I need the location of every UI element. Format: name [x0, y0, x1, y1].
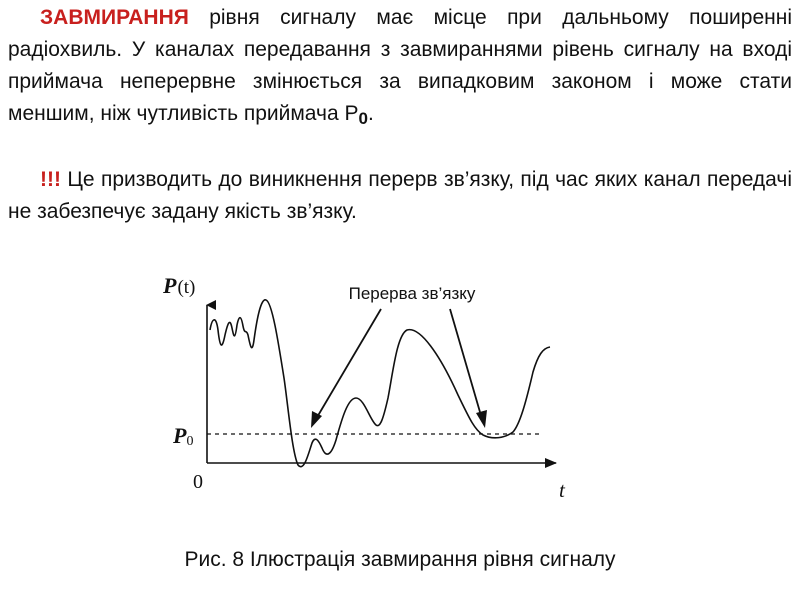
- y-axis-label: P(t): [163, 273, 196, 298]
- annotation-arrowhead-right: [476, 410, 487, 428]
- threshold-label: P0: [173, 423, 194, 449]
- annotation-label: Перерва зв’язку: [348, 284, 476, 303]
- annotation-arrow-right: [450, 309, 482, 419]
- consequence-text: Це призводить до виникнення перерв зв’язку, під час яких канал передачі не забезпечує задану якість зв’язку.: [8, 168, 792, 223]
- term-fading: ЗАВМИРАННЯ: [40, 6, 189, 29]
- p0-subscript: 0: [358, 109, 368, 128]
- signal-curve: [210, 300, 550, 467]
- x-axis-label: t: [559, 478, 565, 502]
- origin-label: 0: [193, 471, 203, 493]
- annotation-arrowhead-left: [311, 411, 322, 428]
- annotation-arrow-left: [316, 309, 381, 419]
- exclamation-marker: !!!: [40, 168, 61, 191]
- figure-caption: Рис. 8 Ілюстрація завмирання рівня сигналу: [184, 548, 616, 571]
- fading-definition-text: рівня сигналу має місце при дальньому поширенні радіохвиль. У каналах передавання з завмираннями рівень сигналу на вході приймача неперервне змінюється за випадковим законом і може стати меншим, ніж чутливість приймача P: [8, 6, 792, 125]
- paragraph-end: .: [367, 102, 374, 125]
